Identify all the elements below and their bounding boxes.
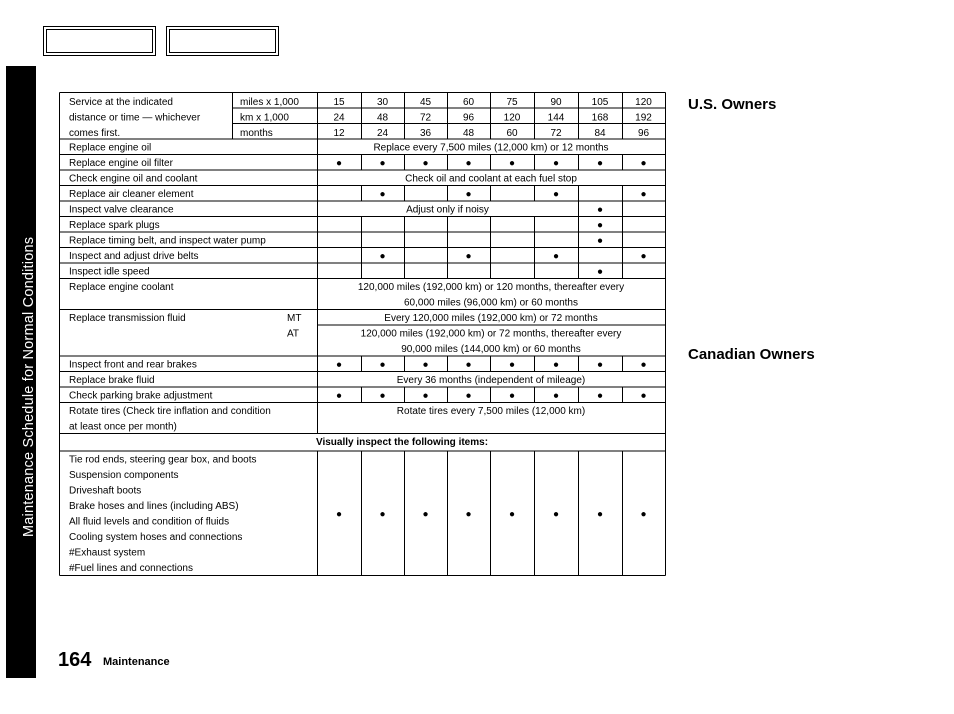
service-item-label: Replace air cleaner element	[69, 189, 194, 200]
interval-note: Every 120,000 miles (192,000 km) or 72 months	[384, 313, 598, 324]
interval-value-months: 96	[637, 128, 650, 139]
service-dot: ●	[640, 359, 647, 371]
interval-value-miles: 45	[419, 97, 432, 108]
service-item-label: Check engine oil and coolant	[69, 173, 198, 185]
visual-inspection-item: Cooling system hoses and connections	[69, 532, 243, 543]
interval-value-km: 192	[635, 112, 652, 124]
transmission-type-label: MT	[287, 313, 302, 324]
service-dot: ●	[596, 359, 604, 371]
service-item-label: Replace engine coolant	[69, 282, 174, 293]
visual-inspection-dot: ●	[552, 508, 560, 520]
service-dot: ●	[465, 359, 472, 371]
service-dot: ●	[640, 251, 647, 262]
section-label: Maintenance	[103, 656, 170, 668]
interval-value-months: 24	[376, 128, 389, 139]
nav-tab-box-1[interactable]	[43, 26, 156, 56]
service-dot: ●	[335, 359, 343, 371]
service-dot: ●	[379, 390, 386, 402]
service-dot: ●	[552, 158, 560, 169]
interval-value-miles: 75	[506, 97, 518, 108]
service-item-label: Check parking brake adjustment	[69, 390, 213, 402]
service-dot: ●	[508, 359, 516, 371]
visual-inspection-dot: ●	[465, 508, 472, 520]
nav-tab-box-2[interactable]	[166, 26, 279, 56]
service-item-label: Inspect idle speed	[69, 266, 150, 278]
visual-inspection-item: Driveshaft boots	[69, 485, 142, 497]
interval-value-miles: 105	[591, 97, 609, 108]
unit-label: months	[240, 128, 273, 139]
interval-value-km: 96	[462, 112, 475, 124]
interval-value-miles: 120	[635, 97, 652, 108]
service-item-label: Inspect valve clearance	[69, 204, 174, 216]
service-dot: ●	[465, 390, 472, 402]
interval-value-km: 120	[503, 112, 521, 124]
service-item-label: Replace engine oil	[69, 142, 152, 154]
service-dot: ●	[465, 158, 472, 169]
service-item-label: Replace transmission fluid	[69, 313, 186, 324]
interval-value-months: 48	[462, 128, 475, 139]
service-dot: ●	[552, 390, 560, 402]
page-number: 164	[58, 649, 92, 671]
interval-note: 90,000 miles (144,000 km) or 60 months	[401, 344, 581, 355]
visual-inspection-dot: ●	[422, 508, 429, 520]
interval-value-km: 48	[376, 112, 389, 124]
service-dot: ●	[379, 251, 386, 262]
interval-value-miles: 30	[376, 97, 389, 108]
side-tab-label: Maintenance Schedule for Normal Conditions	[21, 236, 37, 537]
interval-note: Adjust only if noisy	[406, 204, 489, 216]
service-dot: ●	[465, 189, 472, 200]
visual-inspection-dot: ●	[379, 508, 386, 520]
service-item-label: Inspect front and rear brakes	[69, 359, 197, 371]
visual-inspection-item: #Fuel lines and connections	[69, 563, 193, 574]
service-item-label: Replace spark plugs	[69, 220, 160, 231]
visual-inspection-dot: ●	[596, 508, 604, 520]
interval-value-months: 36	[419, 128, 432, 139]
interval-value-miles: 15	[333, 97, 345, 108]
interval-value-months: 72	[550, 128, 562, 139]
service-dot: ●	[640, 158, 647, 169]
visual-inspection-item: Suspension components	[69, 470, 179, 481]
unit-label: km x 1,000	[240, 112, 289, 124]
service-dot: ●	[508, 158, 516, 169]
service-dot: ●	[596, 158, 604, 169]
service-dot: ●	[422, 158, 429, 169]
visual-inspection-dot: ●	[335, 508, 343, 520]
visual-inspection-dot: ●	[640, 508, 647, 520]
service-item-label: Rotate tires (Check tire inflation and condition	[69, 406, 271, 417]
header-text: comes first.	[69, 128, 121, 139]
interval-note: 120,000 miles (192,000 km) or 120 months, thereafter every	[357, 282, 625, 293]
interval-value-months: 12	[333, 128, 345, 139]
header-text: Service at the indicated	[69, 97, 173, 108]
interval-value-km: 144	[547, 112, 565, 124]
service-dot: ●	[422, 359, 429, 371]
interval-value-km: 72	[419, 112, 432, 124]
interval-value-miles: 60	[462, 97, 475, 108]
transmission-type-label: AT	[287, 328, 300, 340]
service-dot: ●	[379, 158, 386, 169]
service-dot: ●	[596, 266, 604, 278]
service-dot: ●	[552, 359, 560, 371]
service-dot: ●	[508, 390, 516, 402]
service-item-label: Replace engine oil filter	[69, 158, 173, 169]
service-dot: ●	[379, 189, 386, 200]
service-dot: ●	[640, 390, 647, 402]
service-dot: ●	[552, 251, 560, 262]
interval-value-months: 60	[506, 128, 518, 139]
service-dot: ●	[552, 189, 560, 200]
service-dot: ●	[335, 158, 343, 169]
visual-inspection-item: All fluid levels and condition of fluids	[69, 516, 230, 528]
service-item-label: Inspect and adjust drive belts	[69, 251, 199, 262]
interval-note: Every 36 months (independent of mileage)	[396, 375, 586, 386]
service-dot: ●	[596, 220, 604, 231]
interval-value-months: 84	[594, 128, 606, 139]
service-dot: ●	[465, 251, 472, 262]
maintenance-schedule-table	[59, 92, 666, 576]
service-dot: ●	[596, 204, 604, 216]
service-dot: ●	[596, 235, 604, 247]
interval-value-miles: 90	[550, 97, 562, 108]
interval-value-km: 168	[591, 112, 609, 124]
visual-inspection-item: Tie rod ends, steering gear box, and boots	[69, 454, 257, 466]
service-dot: ●	[596, 390, 604, 402]
interval-note: 120,000 miles (192,000 km) or 72 months, thereafter every	[360, 328, 622, 340]
service-dot: ●	[335, 390, 343, 402]
interval-note: Replace every 7,500 miles (12,000 km) or 12 months	[373, 142, 609, 154]
interval-value-km: 24	[333, 112, 345, 124]
unit-label: miles x 1,000	[240, 97, 299, 108]
visual-inspection-dot: ●	[508, 508, 516, 520]
interval-note: Check oil and coolant at each fuel stop	[405, 173, 577, 185]
interval-note: 60,000 miles (96,000 km) or 60 months	[404, 297, 578, 309]
interval-note: Rotate tires every 7,500 miles (12,000 km)	[396, 406, 586, 417]
service-dot: ●	[640, 189, 647, 200]
service-item-label: at least once per month)	[69, 421, 177, 433]
service-item-label: Replace brake fluid	[69, 375, 155, 386]
visual-inspection-item: #Exhaust system	[69, 547, 146, 559]
service-dot: ●	[379, 359, 386, 371]
visual-inspection-heading: Visually inspect the following items:	[315, 437, 489, 448]
service-dot: ●	[422, 390, 429, 402]
header-text: distance or time — whichever	[69, 112, 201, 124]
us-owners-heading: U.S. Owners	[688, 96, 777, 113]
visual-inspection-item: Brake hoses and lines (including ABS)	[69, 501, 239, 512]
canadian-owners-heading: Canadian Owners	[688, 346, 815, 363]
service-item-label: Replace timing belt, and inspect water pump	[69, 235, 266, 247]
